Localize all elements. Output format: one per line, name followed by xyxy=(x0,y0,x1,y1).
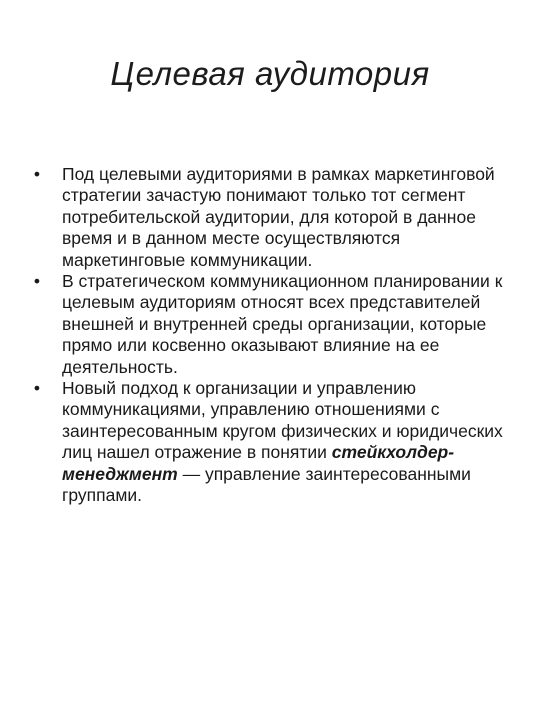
bullet-marker: • xyxy=(33,164,41,184)
bullet-text: В стратегическом коммуникационном планировании к целевым аудиториям относят всех представителей внешней и внутренней среды организации, которые прямо или косвенно оказывают влияние на ее деятельность. xyxy=(62,271,503,377)
bullet-text-after: — управление заинтересованными группами. xyxy=(62,463,471,506)
key-term: стейкхолдер-менеджмент xyxy=(62,442,455,484)
bullet-marker: • xyxy=(33,271,41,292)
bullet-text-before: Новый подход к организации и управлению коммуникациями, управлению отношениями с заинтересованным кругом физических и юридических лиц нашел отражение в понятии xyxy=(62,378,503,463)
bullet-marker: • xyxy=(33,378,41,399)
bullet-item-2 xyxy=(28,271,518,378)
slide-title: Целевая аудитория xyxy=(110,55,430,92)
bullet-item-1 xyxy=(28,164,518,271)
bullet-list xyxy=(28,164,518,507)
bullet-text: Под целевыми аудиториями в рамках маркетинговой стратегии зачастую понимают только тот сегмент потребительской аудитории, для которой в данное время и в данном месте осуществляются маркетинговые коммуникации. xyxy=(62,164,495,270)
bullet-item-3 xyxy=(28,378,518,506)
bullet-text xyxy=(62,378,518,506)
